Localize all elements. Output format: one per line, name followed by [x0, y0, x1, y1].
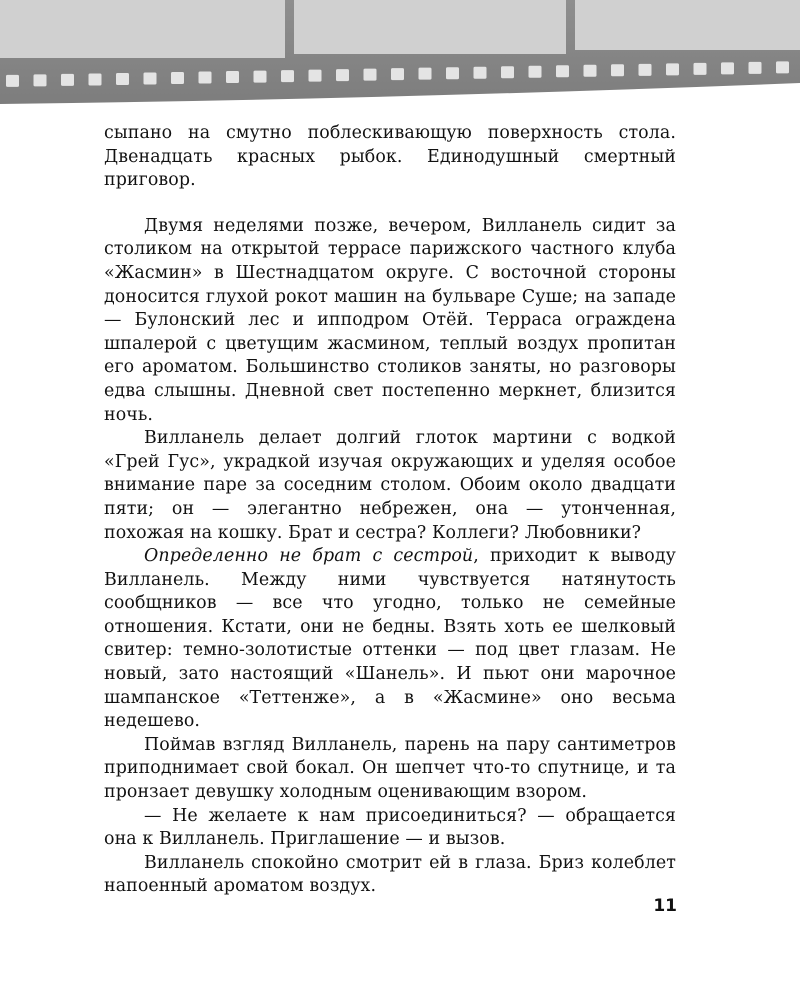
sprocket-hole	[336, 69, 349, 81]
sprocket-hole	[446, 67, 459, 79]
sprocket-hole	[776, 61, 789, 73]
sprocket-hole	[556, 65, 569, 77]
paragraph	[104, 545, 676, 734]
sprocket-hole	[419, 68, 432, 80]
paragraph: Вилланель спокойно смотрит ей в глаза. Бриз колеблет напоенный ароматом воздух.	[104, 852, 676, 897]
filmstrip-header	[0, 0, 800, 112]
sprocket-hole	[364, 69, 377, 81]
sprocket-hole	[666, 63, 679, 75]
film-frame	[575, 0, 800, 50]
sprocket-hole	[254, 71, 267, 83]
sprocket-hole	[144, 72, 157, 84]
sprocket-hole	[116, 73, 129, 85]
sprocket-hole	[694, 63, 707, 75]
sprocket-hole	[226, 71, 239, 83]
sprocket-hole	[639, 64, 652, 76]
sprocket-hole	[89, 73, 102, 85]
sprocket-hole	[749, 62, 762, 74]
dialogue-paragraph: — Не желаете к нам присоединиться? — обращается она к Вилланель. Приглашение — и вызов.	[104, 805, 676, 850]
sprocket-hole	[171, 72, 184, 84]
italic-phrase: Определенно не брат с сестрой	[144, 546, 474, 567]
section-break	[104, 193, 676, 215]
sprocket-hole	[199, 72, 212, 84]
paragraph-continuation: сыпано на смутно поблескивающую поверхность стола. Двенадцать красных рыбок. Единодушный смертный приговор.	[104, 123, 676, 191]
film-frame	[294, 0, 566, 54]
sprocket-hole	[474, 67, 487, 79]
sprocket-hole	[501, 66, 514, 78]
paragraph: Двумя неделями позже, вечером, Вилланель сидит за столиком на открытой террасе парижского частного клуба «Жасмин» в Шестнадцатом округе. С восточной стороны доносится глухой рокот машин на бульваре Суше; на западе — Булонский лес и ипподром Отёй. Терраса ограждена шпалерой с цветущим жасмином, теплый воздух пропитан его ароматом. Большинство столиков заняты, но разговоры едва слышны. Дневной свет постепенно меркнет, близится ночь.	[104, 215, 676, 425]
sprocket-hole	[309, 70, 322, 82]
sprocket-hole	[6, 75, 19, 87]
sprocket-hole	[611, 64, 624, 76]
sprocket-hole	[281, 70, 294, 82]
sprocket-hole	[34, 74, 47, 86]
sprocket-hole	[61, 74, 74, 86]
paragraph: Вилланель делает долгий глоток мартини с водкой «Грей Гус», украдкой изучая окружающих и уделяя особое внимание паре за соседним столом. Обоим около двадцати пяти; он — элегантно небрежен, она — утонченная, похожая на кошку. Брат и сестра? Коллеги? Любовники?	[104, 428, 676, 543]
paragraph-text: , приходит к выводу Вилланель. Между ними чувствуется натянутость сообщников — все что угодно, только не семейные отношения. Кстати, они не бедны. Взять хоть ее шелковый свитер: темно-золотистые оттенки — под цвет глазам. Не новый, зато настоящий «Шанель». И пьют они марочное шампанское «Теттенже», а в «Жасмине» оно весьма недешево.	[104, 546, 676, 732]
sprocket-hole	[391, 68, 404, 80]
sprocket-hole	[721, 62, 734, 74]
sprocket-hole	[529, 66, 542, 78]
film-frame	[0, 0, 285, 58]
paragraph: Поймав взгляд Вилланель, парень на пару сантиметров приподнимает свой бокал. Он шепчет что-то спутнице, и та пронзает девушку холодным оценивающим взором.	[104, 734, 676, 803]
sprocket-hole	[584, 65, 597, 77]
page-number: 11	[653, 896, 677, 916]
page-body	[104, 122, 676, 899]
